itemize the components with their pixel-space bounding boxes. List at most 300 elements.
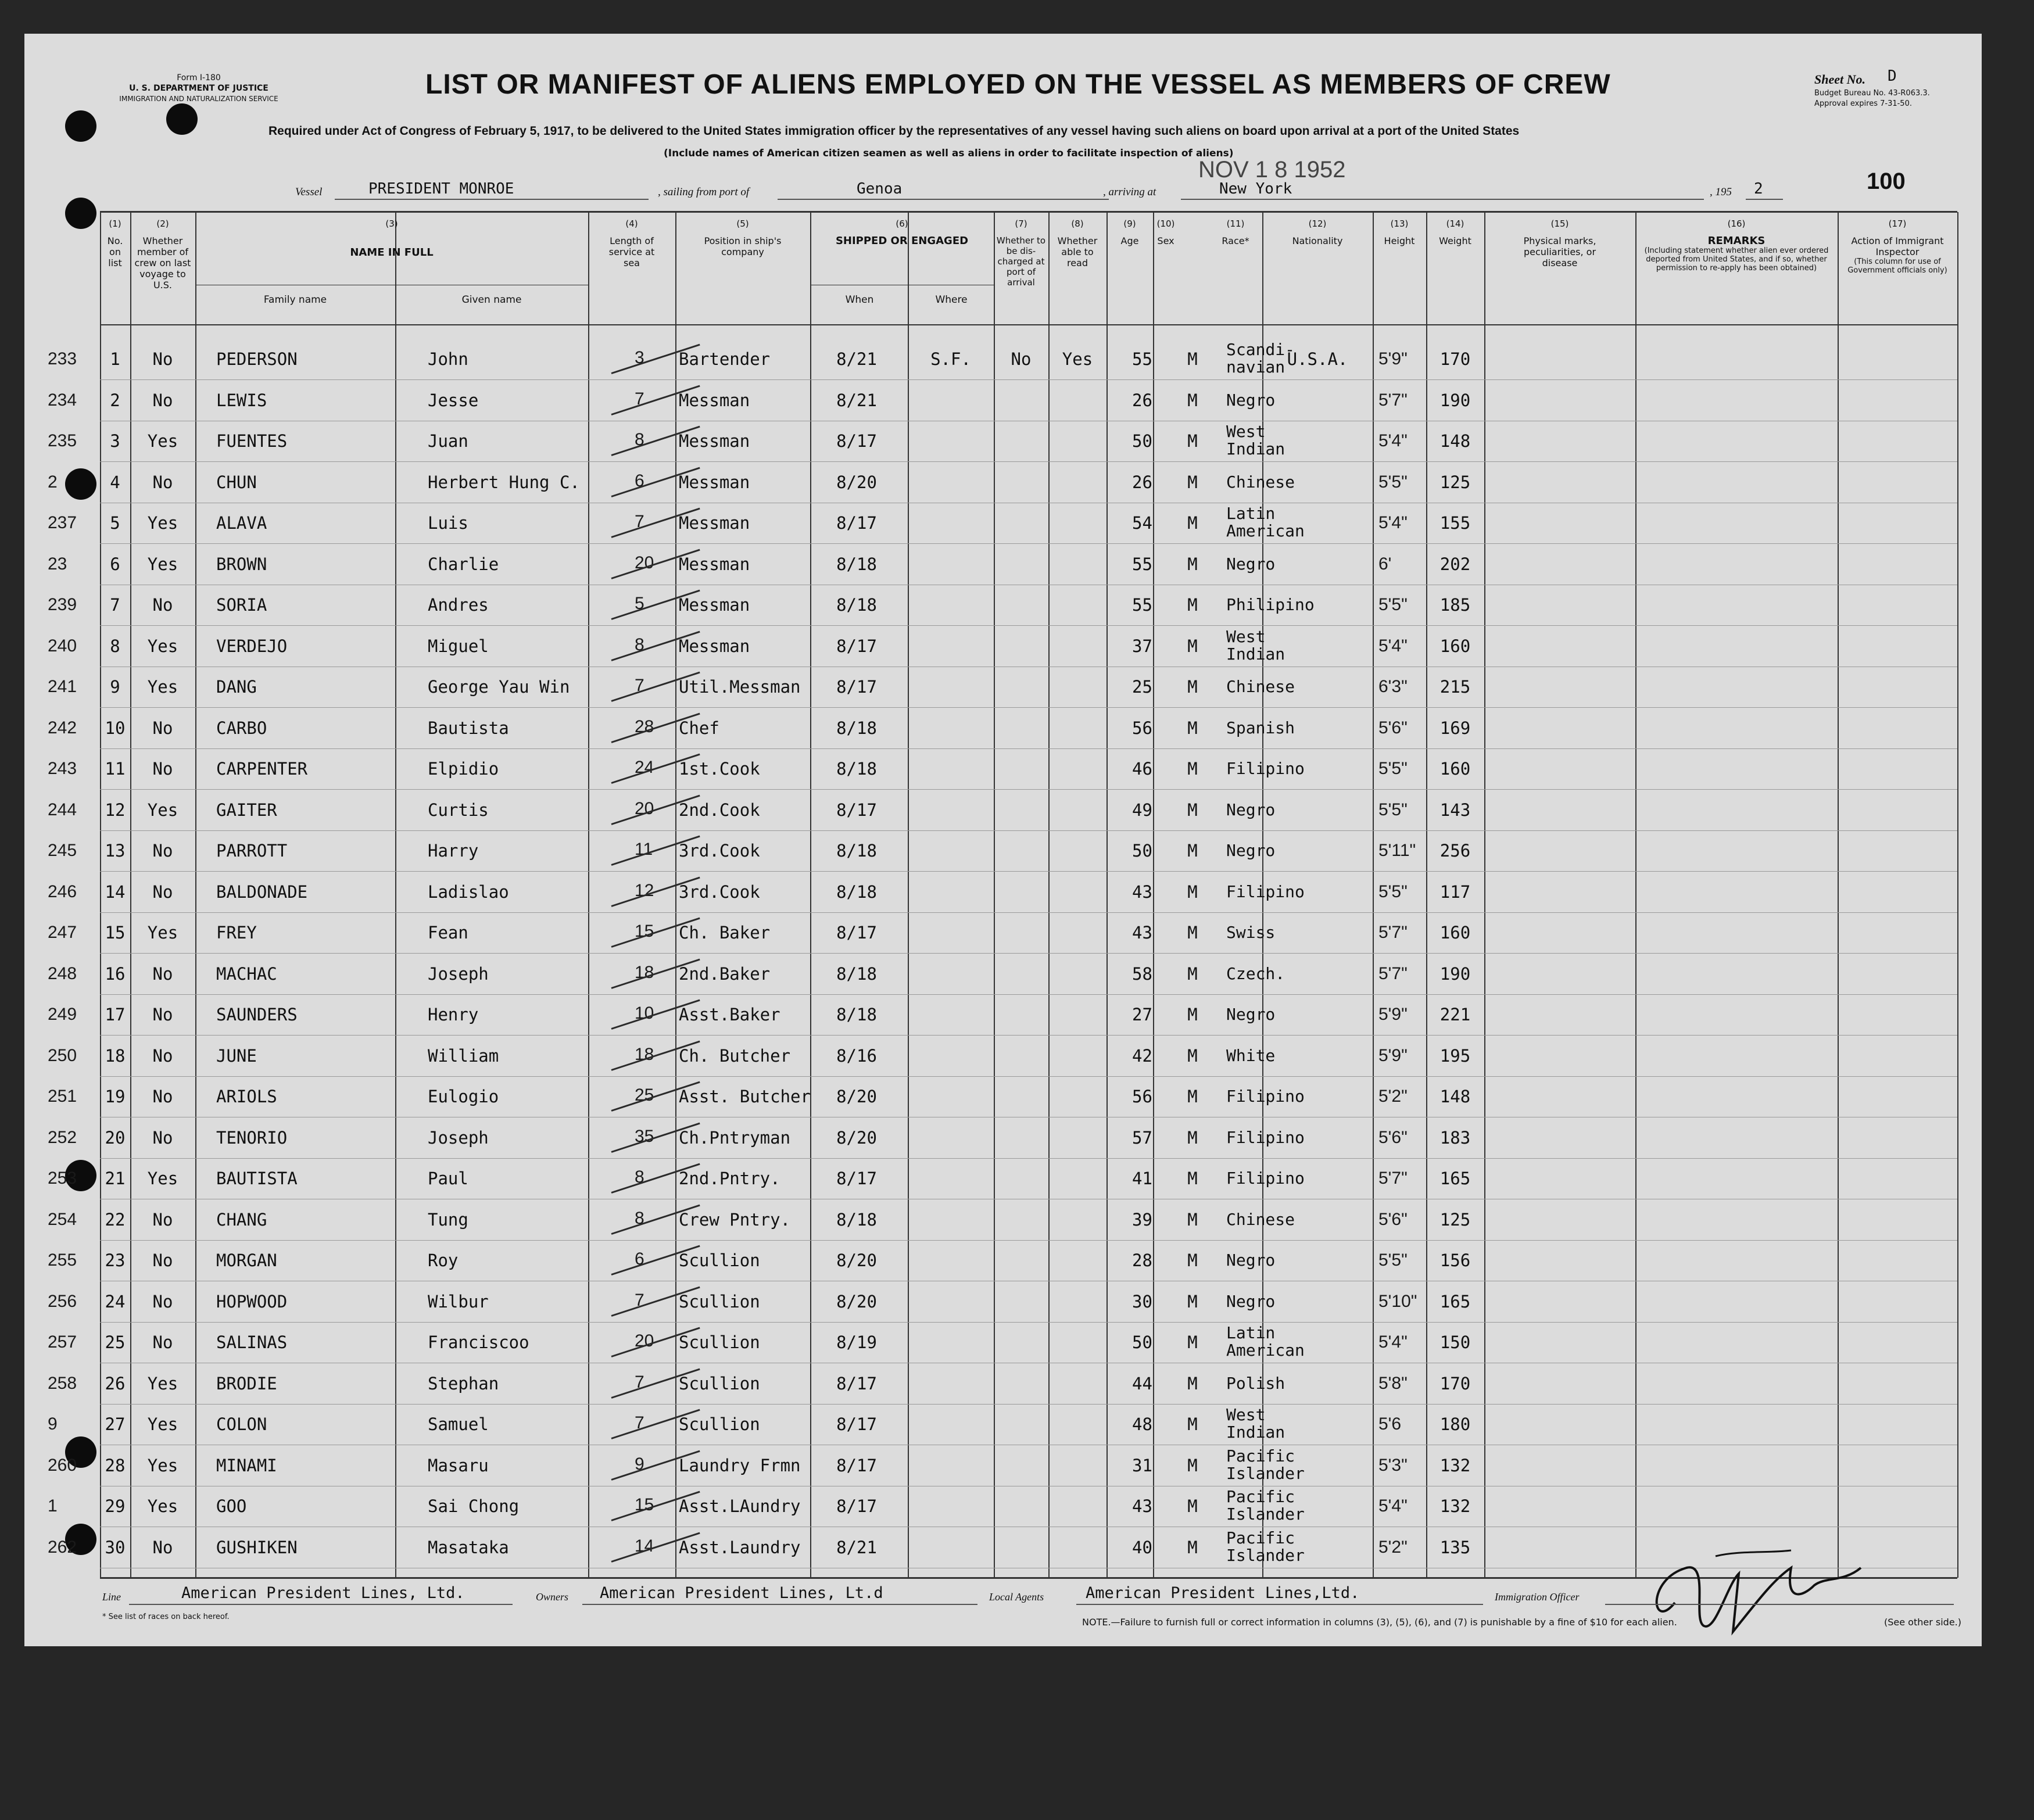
- shipped-when-cell: 8/17: [836, 677, 877, 697]
- age-cell: 37: [1132, 636, 1152, 656]
- sequence-number: 242: [48, 718, 77, 737]
- weight-cell: 190: [1439, 390, 1471, 410]
- column-header-service: (4) Length of service at sea: [608, 218, 655, 268]
- last-voyage-cell: Yes: [147, 1414, 178, 1434]
- height-cell: 5'4": [1378, 636, 1408, 655]
- column-divider: [395, 212, 396, 1578]
- service-length-cell: 7: [635, 512, 644, 531]
- row-rule: [100, 830, 1957, 831]
- race-cell: Pacific Islander: [1226, 1446, 1305, 1483]
- height-cell: 5'5": [1378, 882, 1408, 901]
- shipped-when-cell: 8/16: [836, 1045, 877, 1066]
- given-name-cell: Joseph: [428, 1127, 489, 1148]
- family-name-cell: FUENTES: [216, 431, 288, 451]
- service-length-cell: 25: [635, 1085, 654, 1105]
- officer-underline: [1605, 1604, 1954, 1605]
- given-name-cell: Juan: [428, 431, 468, 451]
- last-voyage-cell: No: [152, 841, 173, 861]
- race-cell: Swiss: [1226, 923, 1276, 942]
- sequence-number: 237: [48, 513, 77, 532]
- given-name-cell: Masataka: [428, 1537, 509, 1557]
- sex-cell: M: [1187, 1045, 1198, 1066]
- sequence-number: 247: [48, 923, 77, 942]
- race-cell: Pacific Islander: [1226, 1528, 1305, 1565]
- row-number: 15: [105, 923, 126, 943]
- shipped-when-cell: 8/21: [836, 1537, 877, 1557]
- shipped-when-cell: 8/20: [836, 1087, 877, 1106]
- last-voyage-cell: Yes: [147, 1373, 178, 1393]
- weight-cell: 170: [1439, 349, 1471, 369]
- sequence-number: 251: [48, 1087, 77, 1106]
- sequence-number: 254: [48, 1209, 77, 1229]
- height-cell: 5'5": [1378, 595, 1408, 614]
- shipped-when-cell: 8/17: [836, 1496, 877, 1516]
- given-name-cell: Harry: [428, 841, 479, 861]
- last-voyage-cell: No: [152, 349, 173, 369]
- sequence-number: 256: [48, 1291, 77, 1311]
- shipped-when-cell: 8/18: [836, 1209, 877, 1230]
- position-cell: Asst.Baker: [679, 1005, 780, 1024]
- height-cell: 5'5": [1378, 759, 1408, 778]
- race-cell: Chinese: [1226, 1209, 1295, 1229]
- age-cell: 43: [1132, 1496, 1152, 1516]
- age-cell: 26: [1132, 472, 1152, 492]
- sex-cell: M: [1187, 349, 1198, 369]
- row-number: 28: [105, 1455, 126, 1475]
- column-header-sex: (10) Sex: [1156, 218, 1175, 246]
- weight-cell: 125: [1439, 1209, 1471, 1230]
- row-number: 20: [105, 1127, 126, 1148]
- officer-label: Immigration Officer: [1495, 1591, 1580, 1603]
- age-cell: 55: [1132, 349, 1152, 369]
- sequence-number: 1: [48, 1496, 58, 1516]
- department-name: U. S. DEPARTMENT OF JUSTICE: [129, 84, 268, 93]
- service-length-cell: 10: [635, 1004, 654, 1023]
- row-number: 26: [105, 1373, 126, 1393]
- weight-cell: 148: [1439, 1087, 1471, 1106]
- column-header-discharged: (7) Whether to be dis-charged at port of arrival: [996, 218, 1046, 288]
- age-cell: 50: [1132, 431, 1152, 451]
- shipped-when-cell: 8/17: [836, 923, 877, 943]
- manifest-subtitle: Required under Act of Congress of February 5, 1917, to be delivered to the United States immigration officer by the representatives of any vessel having such aliens on board upon arrival at a port of the United States: [268, 124, 1520, 138]
- last-voyage-cell: No: [152, 595, 173, 615]
- page-number: 100: [1867, 169, 1906, 194]
- given-name-cell: Bautista: [428, 718, 509, 738]
- column-header-name: (3) NAME IN FULL: [350, 218, 434, 259]
- row-number: 1: [110, 349, 120, 369]
- weight-cell: 155: [1439, 513, 1471, 533]
- shipped-when-cell: 8/17: [836, 1169, 877, 1188]
- sequence-number: 248: [48, 963, 77, 983]
- port-to-underline: [1181, 199, 1704, 200]
- weight-cell: 202: [1439, 554, 1471, 574]
- shipped-when-cell: 8/17: [836, 636, 877, 656]
- last-voyage-cell: No: [152, 1087, 173, 1106]
- given-name-cell: Franciscoo: [428, 1332, 529, 1352]
- weight-cell: 256: [1439, 841, 1471, 861]
- position-cell: Ch.Pntryman: [679, 1127, 791, 1148]
- position-cell: Asst. Butcher: [679, 1087, 811, 1106]
- service-length-cell: 24: [635, 758, 654, 777]
- last-voyage-cell: No: [152, 1209, 173, 1230]
- weight-cell: 165: [1439, 1291, 1471, 1312]
- sequence-number: 241: [48, 677, 77, 696]
- height-cell: 5'7": [1378, 963, 1408, 983]
- sex-cell: M: [1187, 963, 1198, 984]
- column-divider: [1484, 212, 1485, 1578]
- given-name-cell: Herbert Hung C.: [428, 472, 580, 492]
- height-cell: 5'4": [1378, 1496, 1408, 1516]
- race-cell: Negro: [1226, 1005, 1276, 1024]
- sequence-number: 239: [48, 595, 77, 614]
- race-cell: Chinese: [1226, 677, 1295, 696]
- punch-hole: [65, 468, 96, 500]
- include-note: (Include names of American citizen seamen as well as aliens in order to facilitate inspection of aliens): [664, 148, 1234, 159]
- punch-hole: [65, 198, 96, 229]
- last-voyage-cell: No: [152, 882, 173, 902]
- weight-cell: 190: [1439, 963, 1471, 984]
- service-length-cell: 7: [635, 1372, 644, 1392]
- column-header-read: (8) Whether able to read: [1057, 218, 1098, 268]
- age-cell: 41: [1132, 1169, 1152, 1188]
- weight-cell: 160: [1439, 923, 1471, 943]
- race-cell: Filipino: [1226, 759, 1305, 778]
- position-cell: Crew Pntry.: [679, 1209, 791, 1230]
- shipped-when-cell: 8/20: [836, 1251, 877, 1270]
- family-name-cell: BAUTISTA: [216, 1169, 298, 1188]
- row-rule: [100, 543, 1957, 544]
- position-cell: Asst.LAundry: [679, 1496, 801, 1516]
- sequence-number: 240: [48, 636, 77, 655]
- weight-cell: 215: [1439, 677, 1471, 697]
- last-voyage-cell: Yes: [147, 431, 178, 451]
- service-length-cell: 12: [635, 880, 654, 900]
- punch-hole: [65, 110, 96, 142]
- position-cell: Messman: [679, 636, 750, 656]
- sex-cell: M: [1187, 841, 1198, 861]
- row-number: 3: [110, 431, 120, 451]
- shipped-when-cell: 8/18: [836, 963, 877, 984]
- given-name-header: Given name: [461, 294, 522, 306]
- position-cell: 1st.Cook: [679, 759, 760, 779]
- position-cell: Chef: [679, 718, 719, 738]
- vessel-underline: [335, 199, 649, 200]
- service-length-cell: 15: [635, 1495, 654, 1514]
- family-name-cell: SALINAS: [216, 1332, 288, 1352]
- sequence-number: 23: [48, 554, 67, 574]
- age-cell: 57: [1132, 1127, 1152, 1148]
- manifest-title: LIST OR MANIFEST OF ALIENS EMPLOYED ON THE VESSEL AS MEMBERS OF CREW: [425, 69, 1611, 100]
- age-cell: 56: [1132, 718, 1152, 738]
- weight-cell: 125: [1439, 472, 1471, 492]
- family-name-cell: SORIA: [216, 595, 267, 615]
- discharged-cell: No: [1011, 349, 1032, 369]
- family-name-cell: LEWIS: [216, 390, 267, 410]
- shipped-when-cell: 8/17: [836, 1455, 877, 1475]
- race-cell: West Indian: [1226, 626, 1285, 664]
- given-name-cell: Henry: [428, 1005, 479, 1024]
- race-cell: Filipino: [1226, 1087, 1305, 1106]
- race-cell: Negro: [1226, 1291, 1276, 1311]
- sequence-number: 233: [48, 349, 77, 368]
- sex-cell: M: [1187, 390, 1198, 410]
- age-cell: 43: [1132, 882, 1152, 902]
- line-underline: [129, 1604, 513, 1605]
- height-cell: 5'6": [1378, 718, 1408, 737]
- last-voyage-cell: Yes: [147, 636, 178, 656]
- family-name-cell: JUNE: [216, 1045, 257, 1066]
- row-number: 9: [110, 677, 120, 697]
- row-number: 25: [105, 1332, 126, 1352]
- age-cell: 58: [1132, 963, 1152, 984]
- sequence-number: 250: [48, 1045, 77, 1065]
- line-value: American President Lines, Ltd.: [181, 1584, 465, 1602]
- last-voyage-cell: Yes: [147, 923, 178, 943]
- sequence-number: 253: [48, 1169, 77, 1188]
- height-cell: 5'4": [1378, 431, 1408, 450]
- race-cell: Negro: [1226, 1251, 1276, 1270]
- service-length-cell: 7: [635, 1413, 644, 1432]
- row-number: 29: [105, 1496, 126, 1516]
- weight-cell: 165: [1439, 1169, 1471, 1188]
- row-rule: [100, 1076, 1957, 1077]
- last-voyage-cell: Yes: [147, 1496, 178, 1516]
- port-from: Genoa: [857, 180, 903, 198]
- family-name-cell: PARROTT: [216, 841, 288, 861]
- row-rule: [100, 953, 1957, 954]
- sex-cell: M: [1187, 1414, 1198, 1434]
- sex-cell: M: [1187, 1005, 1198, 1024]
- race-cell: Filipino: [1226, 1127, 1305, 1147]
- age-cell: 39: [1132, 1209, 1152, 1230]
- weight-cell: 185: [1439, 595, 1471, 615]
- age-cell: 49: [1132, 800, 1152, 820]
- age-cell: 50: [1132, 1332, 1152, 1352]
- given-name-cell: Jesse: [428, 390, 479, 410]
- weight-cell: 169: [1439, 718, 1471, 738]
- service-length-cell: 5: [635, 594, 644, 613]
- shipped-when-cell: 8/18: [836, 718, 877, 738]
- family-name-cell: COLON: [216, 1414, 267, 1434]
- weight-cell: 148: [1439, 431, 1471, 451]
- sequence-number: 244: [48, 800, 77, 819]
- row-rule: [100, 912, 1957, 913]
- race-cell: Latin American: [1226, 1323, 1305, 1360]
- age-cell: 56: [1132, 1087, 1152, 1106]
- sequence-number: 262: [48, 1537, 77, 1557]
- shipped-when-header: When: [845, 294, 874, 306]
- row-number: 14: [105, 882, 126, 902]
- row-number: 17: [105, 1005, 126, 1024]
- row-number: 11: [105, 759, 126, 779]
- family-name-cell: HOPWOOD: [216, 1291, 288, 1312]
- last-voyage-cell: No: [152, 963, 173, 984]
- budget-number: Budget Bureau No. 43-R063.3.: [1814, 89, 1930, 98]
- last-voyage-cell: Yes: [147, 513, 178, 533]
- weight-cell: 180: [1439, 1414, 1471, 1434]
- service-length-cell: 20: [635, 1331, 654, 1350]
- row-number: 13: [105, 841, 126, 861]
- given-name-cell: Samuel: [428, 1414, 489, 1434]
- height-cell: 5'9": [1378, 349, 1408, 368]
- sex-cell: M: [1187, 718, 1198, 738]
- shipped-where-cell: S.F.: [930, 349, 971, 369]
- row-number: 16: [105, 963, 126, 984]
- race-cell: West Indian: [1226, 422, 1285, 458]
- table-header-rule: [100, 324, 1957, 325]
- approval-expiry: Approval expires 7-31-50.: [1814, 99, 1912, 108]
- punch-hole: [166, 103, 198, 135]
- service-length-cell: 8: [635, 1167, 644, 1187]
- sex-cell: M: [1187, 759, 1198, 779]
- column-header-number: (1) No. on list: [107, 218, 123, 268]
- family-name-cell: MINAMI: [216, 1455, 277, 1475]
- row-rule: [100, 625, 1957, 626]
- race-cell: Filipino: [1226, 1169, 1305, 1188]
- service-length-cell: 6: [635, 471, 644, 490]
- age-cell: 50: [1132, 841, 1152, 861]
- position-cell: Scullion: [679, 1414, 760, 1434]
- position-cell: 3rd.Cook: [679, 841, 760, 861]
- row-rule: [100, 1158, 1957, 1159]
- shipped-when-cell: 8/18: [836, 1005, 877, 1024]
- height-cell: 5'7": [1378, 923, 1408, 942]
- family-name-header: Family name: [263, 294, 327, 306]
- row-number: 2: [110, 390, 120, 410]
- given-name-cell: Andres: [428, 595, 489, 615]
- last-voyage-cell: No: [152, 1332, 173, 1352]
- position-cell: Messman: [679, 390, 750, 410]
- height-cell: 5'7": [1378, 390, 1408, 410]
- family-name-cell: BALDONADE: [216, 882, 308, 902]
- year-label: , 195: [1710, 186, 1732, 198]
- family-name-cell: GUSHIKEN: [216, 1537, 298, 1557]
- column-header-race: (11) Race*: [1222, 218, 1249, 246]
- owners-value: American President Lines, Lt.d: [600, 1584, 883, 1602]
- last-voyage-cell: No: [152, 1537, 173, 1557]
- row-number: 27: [105, 1414, 126, 1434]
- position-cell: 2nd.Baker: [679, 963, 771, 984]
- given-name-cell: Elpidio: [428, 759, 499, 779]
- last-voyage-cell: Yes: [147, 800, 178, 820]
- last-voyage-cell: No: [152, 1045, 173, 1066]
- service-name: IMMIGRATION AND NATURALIZATION SERVICE: [119, 95, 278, 103]
- given-name-cell: Miguel: [428, 636, 489, 656]
- height-cell: 5'6": [1378, 1127, 1408, 1147]
- row-number: 18: [105, 1045, 126, 1066]
- sequence-number: 243: [48, 759, 77, 778]
- row-rule: [100, 1322, 1957, 1323]
- given-name-cell: Eulogio: [428, 1087, 499, 1106]
- race-cell: West Indian: [1226, 1405, 1285, 1442]
- column-divider: [1957, 212, 1958, 1578]
- weight-cell: 117: [1439, 882, 1471, 902]
- age-cell: 27: [1132, 1005, 1152, 1024]
- row-number: 4: [110, 472, 120, 492]
- last-voyage-cell: Yes: [147, 554, 178, 574]
- column-header-last-voyage: (2) Whether member of crew on last voyage to U.S.: [134, 218, 191, 291]
- shipped-when-cell: 8/18: [836, 841, 877, 861]
- given-name-cell: Ladislao: [428, 882, 509, 902]
- family-name-cell: TENORIO: [216, 1127, 288, 1148]
- given-name-cell: Fean: [428, 923, 468, 943]
- sex-cell: M: [1187, 882, 1198, 902]
- column-header-weight: (14) Weight: [1439, 218, 1471, 246]
- last-voyage-cell: Yes: [147, 1169, 178, 1188]
- shipped-when-cell: 8/21: [836, 349, 877, 369]
- shipped-when-cell: 8/17: [836, 1414, 877, 1434]
- race-cell: Chinese: [1226, 472, 1295, 492]
- row-number: 7: [110, 595, 120, 615]
- port-to: New York: [1219, 180, 1292, 198]
- column-header-shipped: (6) SHIPPED OR ENGAGED: [835, 218, 969, 247]
- position-cell: 2nd.Pntry.: [679, 1169, 780, 1188]
- sex-cell: M: [1187, 513, 1198, 533]
- sex-cell: M: [1187, 1127, 1198, 1148]
- column-header-inspector: (17) Action of Immigrant Inspector (This column for use of Government officials only): [1847, 218, 1947, 275]
- given-name-cell: Stephan: [428, 1373, 499, 1393]
- row-number: 21: [105, 1169, 126, 1188]
- position-cell: Messman: [679, 595, 750, 615]
- family-name-cell: MACHAC: [216, 963, 277, 984]
- position-cell: Util.Messman: [679, 677, 801, 697]
- given-name-cell: William: [428, 1045, 499, 1066]
- row-rule: [100, 1035, 1957, 1036]
- height-cell: 5'9": [1378, 1005, 1408, 1024]
- height-cell: 5'2": [1378, 1537, 1408, 1557]
- family-name-cell: CHUN: [216, 472, 257, 492]
- position-cell: Ch. Butcher: [679, 1045, 791, 1066]
- family-name-cell: BROWN: [216, 554, 267, 574]
- family-name-cell: GAITER: [216, 800, 277, 820]
- height-cell: 5'5": [1378, 800, 1408, 819]
- age-cell: 48: [1132, 1414, 1152, 1434]
- race-cell: Pacific Islander: [1226, 1487, 1305, 1524]
- given-name-cell: John: [428, 349, 468, 369]
- service-length-cell: 18: [635, 1044, 654, 1064]
- row-rule: [100, 994, 1957, 995]
- shipped-when-cell: 8/17: [836, 431, 877, 451]
- shipped-when-cell: 8/18: [836, 554, 877, 574]
- owners-underline: [582, 1604, 977, 1605]
- race-cell: Negro: [1226, 390, 1276, 410]
- agents-label: Local Agents: [989, 1591, 1044, 1603]
- service-length-cell: 14: [635, 1536, 654, 1556]
- able-to-read-cell: Yes: [1062, 349, 1093, 369]
- family-name-cell: CHANG: [216, 1209, 267, 1230]
- age-cell: 26: [1132, 390, 1152, 410]
- sequence-number: 252: [48, 1127, 77, 1147]
- age-cell: 55: [1132, 554, 1152, 574]
- sequence-number: 246: [48, 882, 77, 901]
- last-voyage-cell: No: [152, 1291, 173, 1312]
- height-cell: 5'4": [1378, 513, 1408, 532]
- given-name-cell: Tung: [428, 1209, 468, 1230]
- last-voyage-cell: No: [152, 1127, 173, 1148]
- sex-cell: M: [1187, 1537, 1198, 1557]
- family-name-cell: PEDERSON: [216, 349, 298, 369]
- last-voyage-cell: No: [152, 759, 173, 779]
- last-voyage-cell: Yes: [147, 1455, 178, 1475]
- age-cell: 30: [1132, 1291, 1152, 1312]
- given-name-cell: George Yau Win: [428, 677, 570, 697]
- race-cell: Negro: [1226, 841, 1276, 860]
- sequence-number: 2: [48, 472, 58, 492]
- service-length-cell: 11: [635, 840, 653, 859]
- shipped-when-cell: 8/18: [836, 759, 877, 779]
- family-name-cell: CARPENTER: [216, 759, 308, 779]
- manifest-sheet: [24, 34, 1982, 1646]
